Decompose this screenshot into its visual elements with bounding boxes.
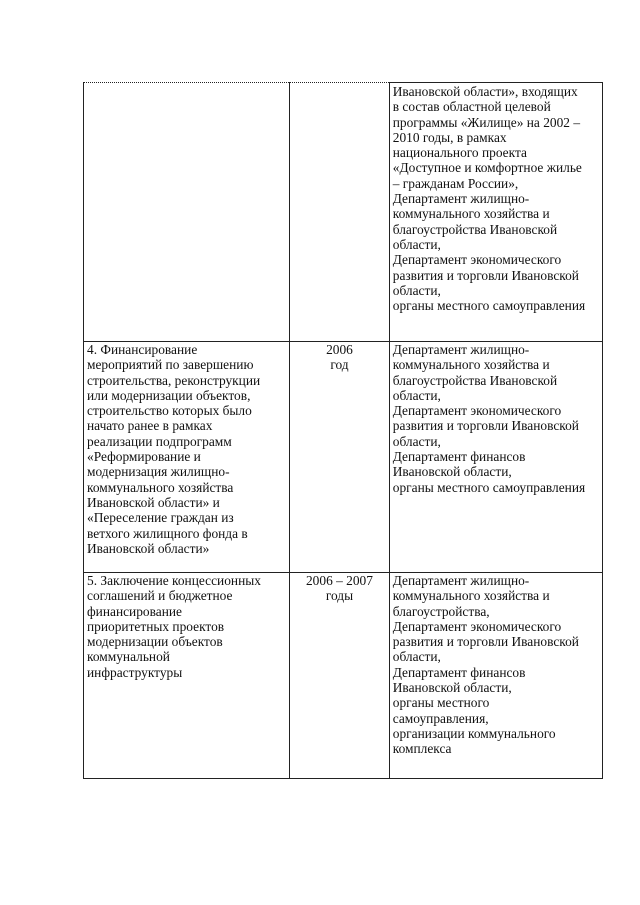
executor-cell xyxy=(389,83,602,342)
text-line: самоуправления, xyxy=(392,710,489,726)
text-line: Ивановской области» xyxy=(87,540,210,556)
executor-cell xyxy=(389,342,602,573)
term-cell xyxy=(290,342,390,573)
text-line: приоритетных проектов xyxy=(87,618,225,634)
text-line: Департамент финансов xyxy=(392,449,526,465)
text-line: в состав областной целевой xyxy=(392,99,551,115)
text-line: органы местного самоуправления xyxy=(392,479,586,495)
text-line: Ивановской области» и xyxy=(87,494,220,510)
text-line: начато ранее в рамках xyxy=(87,418,213,434)
text-line: «Доступное и комфортное жилье xyxy=(392,160,582,176)
text-line: 2006 xyxy=(326,342,353,357)
text-line: коммунального хозяйства и xyxy=(392,357,550,373)
text-line: благоустройства Ивановской xyxy=(392,372,558,388)
text-line: области, xyxy=(392,649,441,665)
text-line: развития и торговли Ивановской xyxy=(392,418,579,434)
text-line: организации коммунального xyxy=(392,725,556,741)
text-line: модернизации объектов xyxy=(87,634,223,650)
term-cell xyxy=(290,573,390,779)
text-line: благоустройства, xyxy=(392,603,490,619)
task-cell xyxy=(84,342,290,573)
text-line: развития и торговли Ивановской xyxy=(392,634,579,650)
text-line: области, xyxy=(392,236,441,252)
text-line: годы xyxy=(325,588,354,604)
term-cell xyxy=(290,83,390,342)
text-line: строительство которых было xyxy=(87,403,252,419)
text-line: реализации подпрограмм xyxy=(87,433,232,449)
text-line: Департамент экономического xyxy=(392,618,562,634)
text-line: 5. Заключение концессионных xyxy=(87,573,261,588)
text-line: ветхого жилищного фонда в xyxy=(87,525,248,541)
table-row xyxy=(84,342,603,573)
text-line: 4. Финансирование xyxy=(87,342,198,357)
text-line: Ивановской области», входящих xyxy=(392,84,578,99)
text-line: или модернизации объектов, xyxy=(87,387,251,403)
text-line: коммунального хозяйства и xyxy=(392,206,550,222)
text-line: комплекса xyxy=(392,741,452,757)
text-line: развития и торговли Ивановской xyxy=(392,267,579,283)
text-line: год xyxy=(330,357,349,373)
text-line: 2010 годы, в рамках xyxy=(392,129,507,145)
text-line: программы «Жилище» на 2002 – xyxy=(392,114,581,130)
text-line: области, xyxy=(392,387,441,403)
text-line: мероприятий по завершению xyxy=(87,357,254,373)
text-line: национального проекта xyxy=(392,145,527,161)
task-cell xyxy=(84,573,290,779)
text-line: коммунальной xyxy=(87,649,170,665)
text-line: Департамент финансов xyxy=(392,664,526,680)
text-line: благоустройства Ивановской xyxy=(392,221,558,237)
text-line: 2006 – 2007 xyxy=(305,573,373,588)
text-line: Ивановской области, xyxy=(392,680,512,696)
text-line: финансирование xyxy=(87,603,182,619)
text-line: Департамент экономического xyxy=(392,252,562,268)
text-line: коммунального хозяйства xyxy=(87,479,234,495)
text-line: Департамент жилищно- xyxy=(392,191,530,207)
text-line: органы местного xyxy=(392,695,490,711)
text-line: «Переселение граждан из xyxy=(87,510,234,526)
text-line: «Реформирование и xyxy=(87,449,201,465)
program-measures-table xyxy=(83,82,603,779)
executor-cell xyxy=(389,573,602,779)
text-line: области, xyxy=(392,282,441,298)
text-line: – гражданам России», xyxy=(392,175,519,191)
text-line: инфраструктуры xyxy=(87,664,183,680)
table-row xyxy=(84,83,603,342)
text-line: Департамент экономического xyxy=(392,403,562,419)
text-line: области, xyxy=(392,433,441,449)
text-line: органы местного самоуправления xyxy=(392,298,586,314)
task-cell xyxy=(84,83,290,342)
text-line: Департамент жилищно- xyxy=(392,573,530,588)
table-row xyxy=(84,573,603,779)
text-line: соглашений и бюджетное xyxy=(87,588,233,604)
text-line: модернизация жилищно- xyxy=(87,464,230,480)
text-line: Департамент жилищно- xyxy=(392,342,530,357)
text-line: коммунального хозяйства и xyxy=(392,588,550,604)
text-line: строительства, реконструкции xyxy=(87,372,261,388)
text-line: Ивановской области, xyxy=(392,464,512,480)
